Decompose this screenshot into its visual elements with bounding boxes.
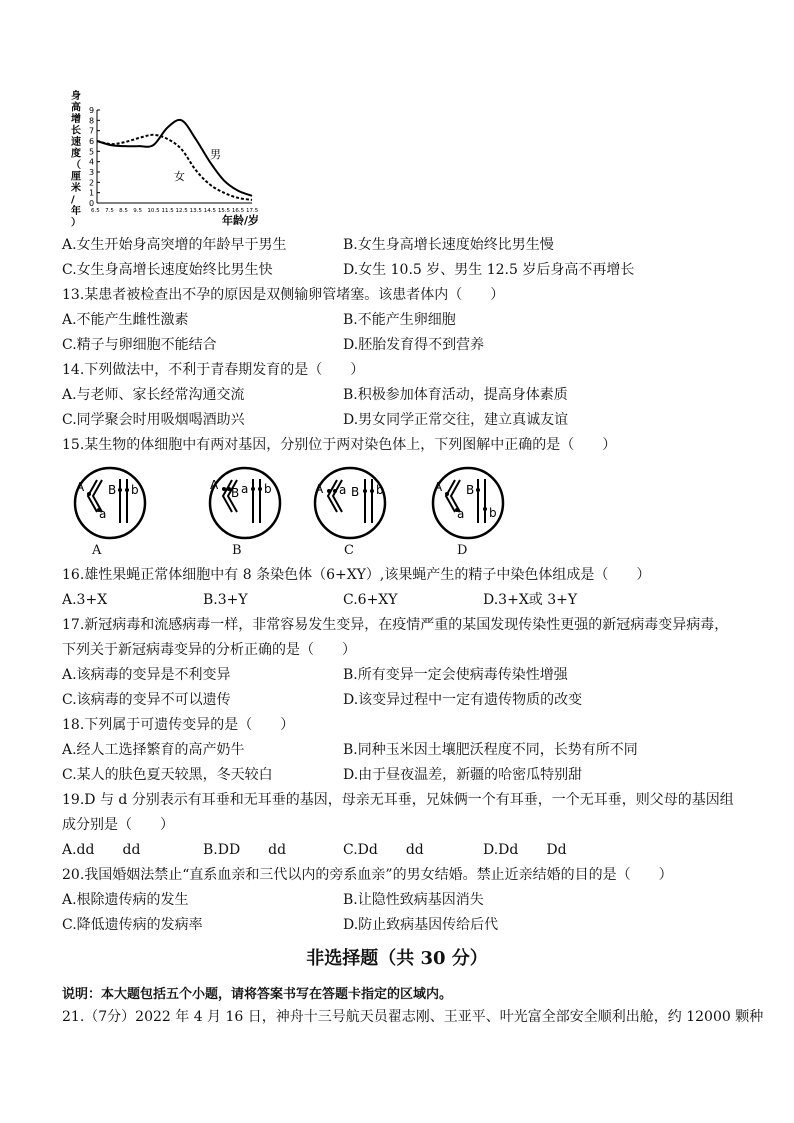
svg-text:b: b: [131, 483, 139, 497]
y-axis-label-char: 速: [71, 137, 81, 148]
y-axis-label-char: 增: [71, 114, 81, 125]
svg-text:a: a: [241, 482, 249, 496]
y-axis-label-char: 厘: [71, 171, 81, 183]
female-series-line: [97, 135, 252, 200]
y-tick-label: 4: [89, 157, 95, 167]
x-tick-label: 6.5: [91, 208, 100, 214]
x-tick-label: 7.5: [105, 208, 114, 214]
svg-text:A: A: [76, 480, 85, 494]
cell-diagram-c: [310, 463, 390, 543]
q14-option-b: B.积极参加体育活动，提高身体素质: [343, 387, 568, 403]
y-axis-label-char: 度: [71, 148, 81, 160]
y-axis-label-char: 高: [71, 102, 81, 114]
x-tick-label: 16.5: [231, 208, 245, 214]
x-tick-label: 10.5: [147, 208, 160, 214]
q16-stem: 16.雄性果蝇正常体细胞中有 8 条染色体（6+XY）,该果蝇产生的精子中染色体组成是（ ）: [62, 567, 651, 583]
svg-text:B: B: [108, 483, 117, 497]
x-tick-label: 8.5: [119, 208, 128, 214]
male-series-label: 男: [210, 148, 221, 161]
male-series-line: [97, 120, 252, 196]
y-axis-label: [70, 89, 81, 229]
q19-option-b: B.DD dd: [203, 842, 287, 858]
cell-label-d: D: [457, 543, 468, 558]
svg-text:b: b: [489, 506, 497, 520]
q19-stem-line1: 19.D 与 d 分别表示有耳垂和无耳垂的基因，母亲无耳垂，兄妹俩一个有耳垂，一个无耳垂，则父母的基因组: [62, 792, 734, 808]
q20-stem: 20.我国婚姻法禁止“直系血亲和三代以内的旁系血亲”的男女结婚。禁止近亲结婚的目的是（ ）: [62, 867, 673, 883]
q18-option-c: C.某人的肤色夏天较黑，冬天较白: [62, 767, 273, 783]
x-tick-label: 17.5: [246, 208, 259, 214]
y-tick-label: 0: [89, 199, 95, 208]
y-axis-label-char: 长: [71, 125, 81, 137]
q19-option-c: C.Dd dd: [343, 842, 424, 858]
y-axis-label-char: （: [71, 160, 81, 171]
q12-option-a: A.女生开始身高突增的年龄早于男生: [62, 237, 287, 253]
y-tick-label: 1: [89, 188, 95, 198]
svg-text:a: a: [99, 507, 107, 521]
svg-text:b: b: [264, 482, 272, 496]
q17-option-c: C.该病毒的变异不可以遗传: [62, 692, 231, 708]
q19-option-d: D.Dd Dd: [483, 842, 567, 858]
q18-option-b: B.同种玉米因土壤肥沃程度不同，长势有所不同: [343, 742, 638, 758]
q16-option-d: D.3+X或 3+Y: [483, 592, 578, 608]
q13-option-d: D.胚胎发育得不到营养: [343, 337, 485, 353]
y-axis-label-char: /: [71, 194, 75, 206]
svg-text:B: B: [466, 483, 475, 497]
y-axis-label-char: 年: [71, 206, 81, 217]
cell-diagram-d: [428, 463, 508, 543]
q16-option-c: C.6+XY: [343, 592, 398, 608]
q13-option-a: A.不能产生雌性激素: [62, 312, 189, 328]
section-note: 说明：本大题包括五个小题，请将答案书写在答题卡指定的区域内。: [62, 987, 453, 1002]
svg-text:a: a: [339, 483, 347, 497]
cell-diagram-b: [205, 463, 285, 543]
section-title: 非选择题（共 30 分）: [306, 948, 488, 969]
q18-option-a: A.经人工选择繁育的高产奶牛: [62, 742, 245, 758]
q16-option-b: B.3+Y: [203, 592, 248, 608]
q14-option-a: A.与老师、家长经常沟通交流: [62, 387, 245, 403]
q13-option-b: B.不能产生卵细胞: [343, 312, 456, 328]
x-tick-label: 14.5: [203, 208, 216, 214]
q14-option-d: D.男女同学正常交往，建立真诚友谊: [343, 412, 569, 428]
q20-option-d: D.防止致病基因传给后代: [343, 917, 499, 933]
svg-text:b: b: [376, 483, 384, 497]
svg-text:a: a: [457, 507, 465, 521]
q16-option-a: A.3+X: [62, 592, 108, 608]
q17-option-a: A.该病毒的变异是不利变异: [62, 667, 231, 683]
q13-stem: 13.某患者被检查出不孕的原因是双侧输卵管堵塞。该患者体内（ ）: [62, 287, 505, 303]
y-tick-label: 3: [89, 168, 95, 177]
q13-option-c: C.精子与卵细胞不能结合: [62, 337, 217, 353]
x-tick-label: 11.5: [161, 208, 174, 214]
cell-diagram-a: [70, 463, 150, 543]
q12-option-b: B.女生身高增长速度始终比男生慢: [343, 237, 554, 253]
svg-text:B: B: [351, 485, 360, 499]
q19-option-a: A.dd dd: [62, 842, 141, 858]
svg-text:A: A: [210, 478, 219, 492]
q17-stem-line1: 17.新冠病毒和流感病毒一样，非常容易发生变异，在疫情严重的某国发现传染性更强的新冠病毒变异病毒，: [62, 617, 729, 633]
q12-option-c: C.女生身高增长速度始终比男生快: [62, 262, 273, 278]
y-tick-label: 5: [89, 147, 95, 157]
svg-text:A: A: [315, 482, 324, 496]
x-axis-label: 年龄/岁: [222, 214, 260, 227]
growth-rate-chart: [62, 88, 262, 238]
svg-text:B: B: [231, 486, 240, 500]
q17-stem-line2: 下列关于新冠病毒变异的分析正确的是（ ）: [62, 642, 356, 658]
q12-option-d: D.女生 10.5 岁、男生 12.5 岁后身高不再增长: [343, 262, 635, 278]
y-tick-label: 2: [89, 178, 95, 188]
q20-option-c: C.降低遗传病的发病率: [62, 917, 203, 933]
q15-stem: 15.某生物的体细胞中有两对基因，分别位于两对染色体上，下列图解中正确的是（ ）: [62, 437, 617, 453]
y-tick-label: 7: [89, 126, 95, 136]
q19-stem-line2: 成分别是（ ）: [62, 817, 174, 833]
y-tick-label: 9: [89, 106, 95, 115]
cell-label-a: A: [92, 543, 102, 558]
svg-text:A: A: [434, 480, 443, 494]
cell-label-c: C: [344, 543, 354, 558]
q20-option-a: A.根除遗传病的发生: [62, 892, 189, 908]
y-axis-label-char: 身: [71, 91, 81, 102]
x-tick-label: 15.5: [217, 208, 231, 214]
q18-stem: 18.下列属于可遗传变异的是（ ）: [62, 717, 295, 733]
x-tick-label: 13.5: [189, 208, 202, 214]
y-axis-label-char: ）: [71, 217, 81, 229]
q18-option-d: D.由于昼夜温差，新疆的哈密瓜特别甜: [343, 767, 583, 783]
y-axis-label-char: 米: [71, 183, 81, 194]
x-tick-label: 9.5: [133, 208, 143, 214]
q21-stem: 21.（7分）2022 年 4 月 16 日，神舟十三号航天员翟志刚、王亚平、叶光富全部安全顺利出舱，约 12000 颗种: [62, 1009, 764, 1025]
q17-option-b: B.所有变异一定会使病毒传染性增强: [343, 667, 568, 683]
q20-option-b: B.让隐性致病基因消失: [343, 892, 484, 908]
y-tick-label: 6: [89, 137, 95, 146]
y-tick-label: 8: [89, 116, 95, 126]
female-series-label: 女: [174, 170, 185, 183]
q14-stem: 14.下列做法中，不利于青春期发育的是（ ）: [62, 362, 365, 378]
q17-option-d: D.该变异过程中一定有遗传物质的改变: [343, 692, 583, 708]
cell-label-b: B: [232, 543, 242, 558]
x-tick-label: 12.5: [175, 208, 188, 214]
q14-option-c: C.同学聚会时用吸烟喝酒助兴: [62, 412, 245, 428]
